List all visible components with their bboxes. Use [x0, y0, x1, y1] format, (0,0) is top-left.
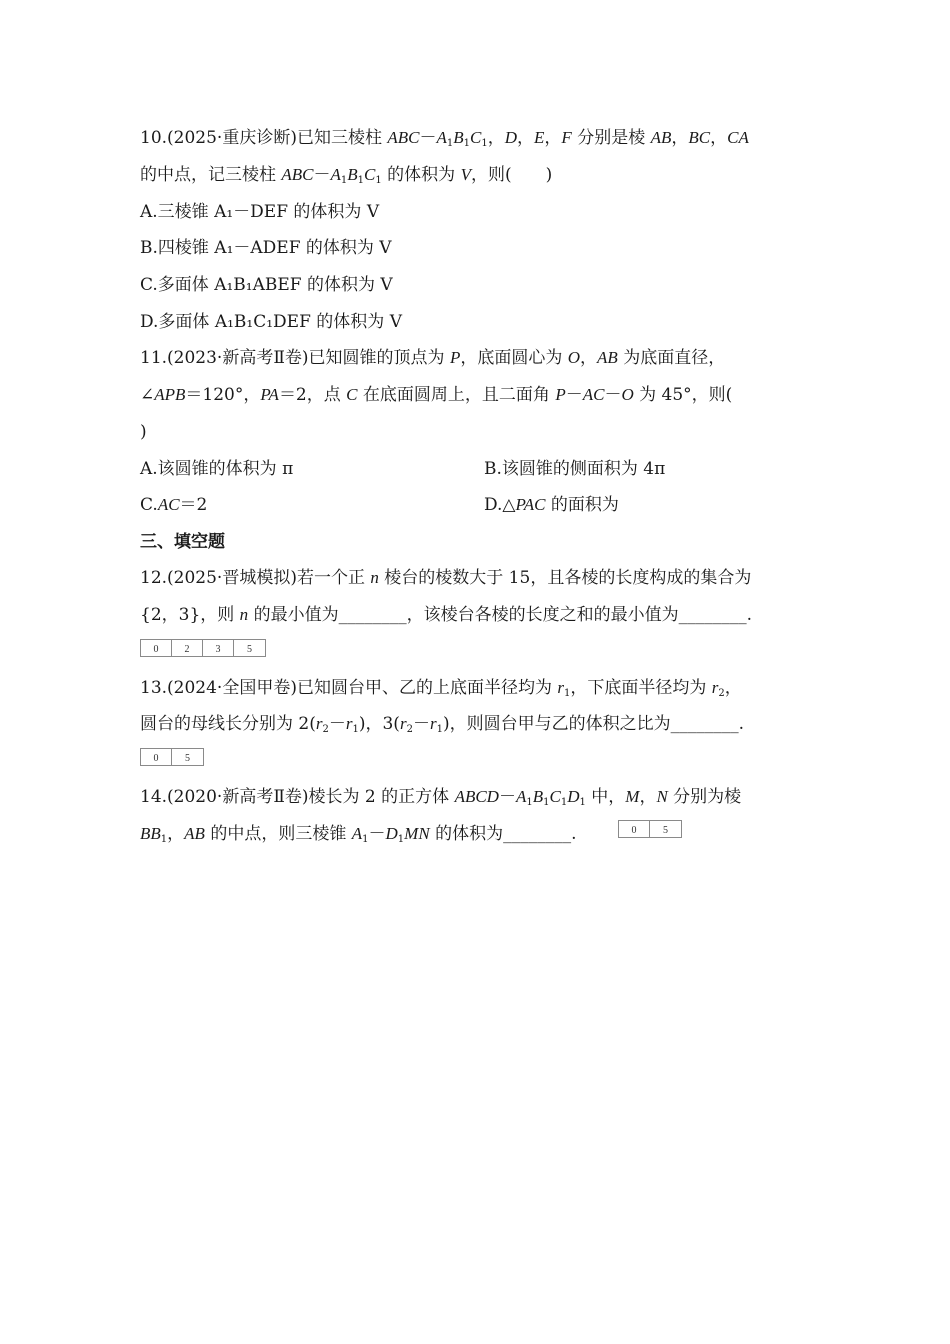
q11-option-c: C.AC＝2 [140, 495, 208, 515]
q14-line-1: 14.(2020·新高考Ⅱ卷)棱长为 2 的正方体 $ABCD-A_1B_1C_1D_1$ 中，M，N 分别为棱 [140, 787, 742, 808]
section-heading: 三、填空题 [140, 532, 225, 552]
q11-option-a: A.该圆锥的体积为 π [140, 459, 294, 479]
q12-line-1: 12.(2025·晋城模拟)若一个正 n 棱台的棱数大于 15，且各棱的长度构成的集合为 [140, 568, 752, 588]
q10-line-2: 的中点，记三棱柱 $ABC-A_1B_1C_1$ 的体积为 V，则( ) [140, 165, 553, 186]
q10-option-d: D.多面体 A₁B₁C₁DEF 的体积为 V [140, 312, 402, 332]
q11-option-d: D.△PAC 的面积为 [484, 495, 619, 515]
q11-options-row-2 [140, 493, 812, 517]
q11-line-2: ∠APB＝120°，PA＝2，点 C 在底面圆周上，且二面角 P－AC－O 为 45°，则( [140, 385, 733, 405]
q12-score-bar [140, 639, 266, 657]
q11-line-1: 11.(2023·新高考Ⅱ卷)已知圆锥的顶点为 P，底面圆心为 O，AB 为底面直径， [140, 348, 726, 368]
score-cell[interactable]: 5 [247, 644, 252, 655]
score-cell[interactable]: 5 [185, 753, 190, 764]
score-cell[interactable]: 2 [172, 640, 203, 656]
score-cell[interactable]: 0 [619, 821, 650, 837]
q10-line-1: 10.(2025·重庆诊断)已知三棱柱 $ABC-A_1B_1C_1$，D，E，F 分别是棱 AB，BC，CA [140, 128, 749, 149]
q13-score-bar [140, 748, 204, 766]
q11-line-3: ) [140, 422, 147, 442]
q13-line-1: 13.(2024·全国甲卷)已知圆台甲、乙的上底面半径均为 $r_1$，下底面半径均为 $r_2$， [140, 678, 742, 699]
score-cell[interactable]: 0 [141, 640, 172, 656]
q10-option-b: B.四棱锥 A₁－ADEF 的体积为 V [140, 238, 392, 258]
q12-line-2: {2，3}，则 n 的最小值为________，该棱台各棱的长度之和的最小值为________. [140, 605, 752, 625]
score-cell[interactable]: 3 [203, 640, 234, 656]
q10-option-c: C.多面体 A₁B₁ABEF 的体积为 V [140, 275, 393, 295]
q11-options-row-1 [140, 457, 812, 481]
score-cell[interactable]: 0 [141, 749, 172, 765]
q14-score-bar [618, 820, 682, 838]
q13-line-2: 圆台的母线长分别为 $2(r_2-r_1)$，$3(r_2-r_1)$，则圆台甲与乙的体积之比为________. [140, 714, 744, 735]
score-cell[interactable]: 5 [663, 825, 668, 836]
q10-option-a: A.三棱锥 A₁－DEF 的体积为 V [140, 202, 380, 222]
q11-option-b: B.该圆锥的侧面积为 4π [484, 459, 666, 479]
q14-line-2: $BB_1$，AB 的中点，则三棱锥 $A_1-D_1MN$ 的体积为________. [140, 824, 577, 845]
